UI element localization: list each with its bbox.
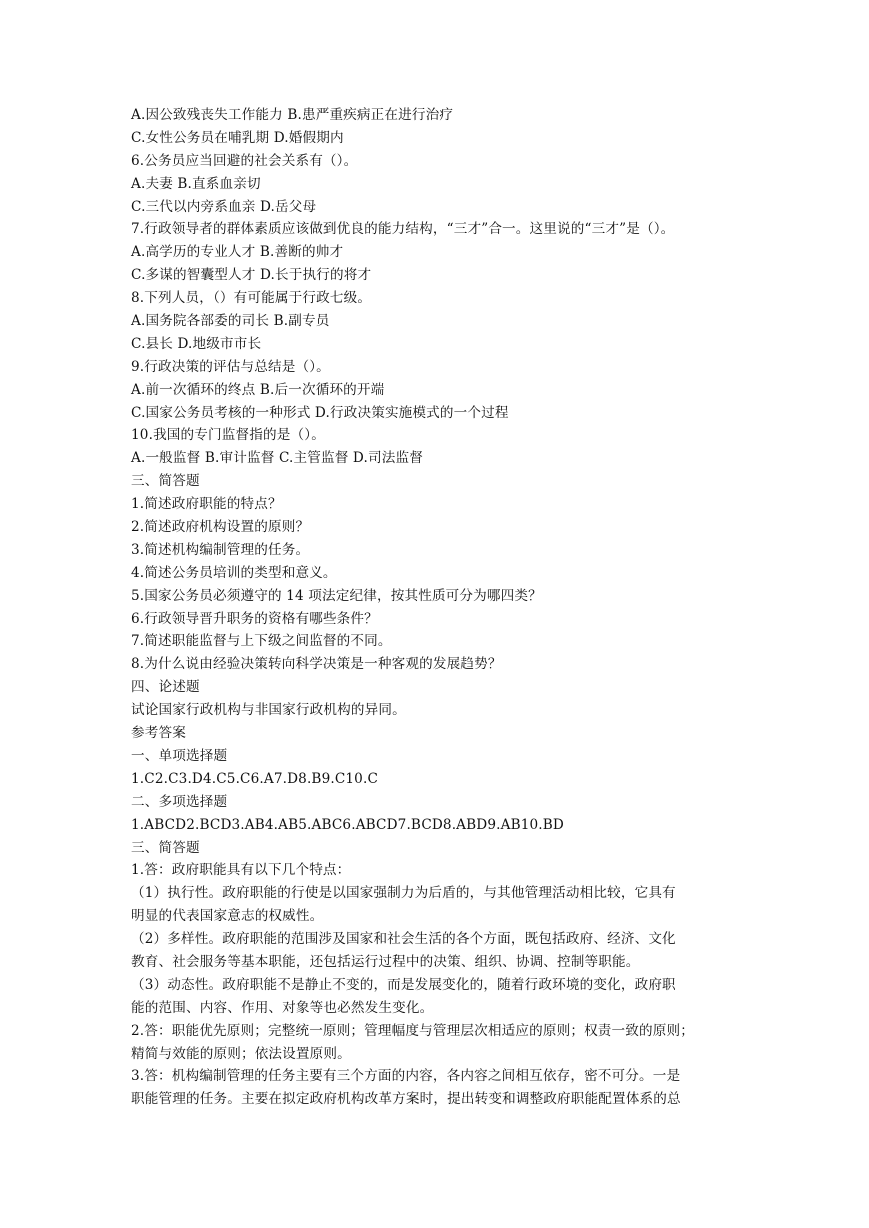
question-line: 10.我国的专门监督指的是（）。 (131, 427, 325, 444)
text-line: C.三代以内旁系血亲 D.岳父母 (131, 198, 317, 215)
text-line: A.高学历的专业人才 B.善断的帅才 (131, 244, 344, 261)
section-heading: 四、论述题 (131, 679, 200, 696)
document-page (131, 104, 743, 1111)
question-line: 8.为什么说由经验决策转向科学决策是一种客观的发展趋势？ (131, 656, 502, 673)
answer-line: （3）动态性。政府职能不是静止不变的，而是发展变化的，随着行政环境的变化，政府职 (131, 976, 676, 993)
answer-line: 2.答：职能优先原则；完整统一原则；管理幅度与管理层次相适应的原则；权责一致的原则； (131, 1022, 695, 1039)
text-line: A.一般监督 B.审计监督 C.主管监督 D.司法监督 (131, 450, 423, 467)
question-line: 6.公务员应当回避的社会关系有（）。 (131, 152, 358, 169)
answer-line: 3.答：机构编制管理的任务主要有三个方面的内容，各内容之间相互依存，密不可分。一是 (131, 1068, 681, 1085)
question-line: 2.简述政府机构设置的原则？ (131, 519, 310, 536)
text-line: C.女性公务员在哺乳期 D.婚假期内 (131, 129, 344, 146)
section-heading: 二、多项选择题 (131, 793, 228, 810)
question-line: 7.行政领导者的群体素质应该做到优良的能力结构，“三才”合一。这里说的“三才”是（）。 (131, 221, 675, 238)
text-line: A.国务院各部委的司长 B.副专员 (131, 313, 330, 330)
answer-line: 明显的代表国家意志的权威性。 (131, 908, 324, 925)
section-heading: 参考答案 (131, 725, 186, 742)
section-heading: 三、简答题 (131, 473, 200, 490)
text-line: C.国家公务员考核的一种形式 D.行政决策实施模式的一个过程 (131, 404, 509, 421)
answer-line: （2）多样性。政府职能的范围涉及国家和社会生活的各个方面，既包括政府、经济、文化 (131, 931, 676, 948)
question-line: 7.简述职能监督与上下级之间监督的不同。 (131, 633, 392, 650)
question-line: 3.简述机构编制管理的任务。 (131, 541, 310, 558)
question-line: 6.行政领导晋升职务的资格有哪些条件？ (131, 610, 378, 627)
answer-line: 1.答：政府职能具有以下几个特点： (131, 862, 351, 879)
text-line: C.多谋的智囊型人才 D.长于执行的将才 (131, 267, 372, 284)
text-line: A.前一次循环的终点 B.后一次循环的开端 (131, 381, 385, 398)
answer-line: 职能管理的任务。主要在拟定政府机构改革方案时，提出转变和调整政府职能配置体系的总 (131, 1091, 681, 1108)
section-heading: 一、单项选择题 (131, 747, 228, 764)
text-line: A.夫妻 B.直系血亲切 (131, 175, 261, 192)
text-line: A.因公致残丧失工作能力 B.患严重疾病正在进行治疗 (131, 107, 454, 123)
answer-line: 1.C2.C3.D4.C5.C6.A7.D8.B9.C10.C (131, 770, 379, 787)
question-line: 4.简述公务员培训的类型和意义。 (131, 564, 337, 581)
answer-line: 能的范围、内容、作用、对象等也必然发生变化。 (131, 999, 434, 1016)
question-line: 8.下列人员，（）有可能属于行政七级。 (131, 290, 372, 307)
question-line: 试论国家行政机构与非国家行政机构的异同。 (131, 702, 406, 719)
text-line: C.县长 D.地级市市长 (131, 335, 262, 352)
answer-line: （1）执行性。政府职能的行使是以国家强制力为后盾的，与其他管理活动相比较，它具有 (131, 885, 676, 902)
answer-line: 1.ABCD2.BCD3.AB4.AB5.ABC6.ABCD7.BCD8.ABD9.AB10.BD (131, 816, 564, 833)
question-line: 5.国家公务员必须遵守的 14 项法定纪律，按其性质可分为哪四类？ (131, 587, 542, 604)
question-line: 9.行政决策的评估与总结是（）。 (131, 358, 330, 375)
question-line: 1.简述政府职能的特点？ (131, 496, 282, 513)
answer-line: 教育、社会服务等基本职能，还包括运行过程中的决策、组织、协调、控制等职能。 (131, 953, 640, 970)
answer-line: 精简与效能的原则；依法设置原则。 (131, 1045, 351, 1062)
section-heading: 三、简答题 (131, 839, 200, 856)
